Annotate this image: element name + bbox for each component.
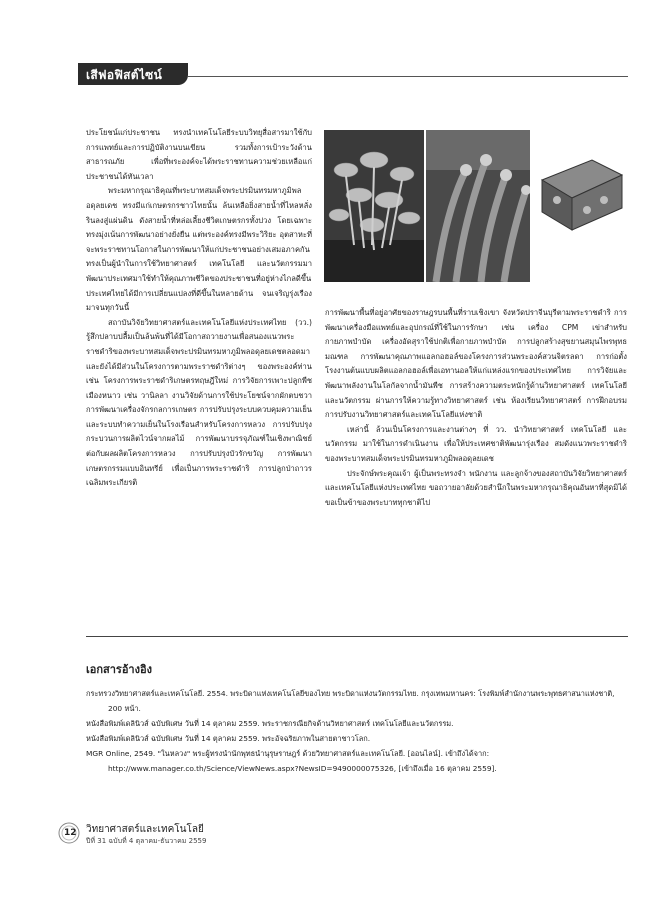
section-header-label: เสีฟอฟิสต์ไซน์ xyxy=(86,68,163,82)
references-title: เอกสารอ้างอิง xyxy=(86,663,152,676)
references-list xyxy=(86,686,628,776)
mushroom-cluster-photo xyxy=(324,130,424,282)
paragraph: พระมหากรุณาธิคุณที่พระบาทสมเด็จพระปรมินทรมหาภูมิพลอดุลยเดช ทรงมีแก่เกษตรกรชาวไทยนั้น ล้นเหลือยิ่งสายน้ำที่ไหลหลั่งรินลงสู่แผ่นดิน ดังสายน้ำที่หล่อเลี้ยงชีวิตเกษตรกรทั้งปวง โดยเฉพาะทรงมุ่งเน้นการพัฒนาอย่างยั่งยืน แต่พระองค์ทรงมีพระวิริยะ อุตสาหะที่จะพระราชทานโอกาสในการพัฒนาให้แก่ประชาชนอย่างเสมอภาคกัน ทรงเป็นผู้นำในการใช้วิทยาศาสตร์ เทคโนโลยี และนวัตกรรมมาพัฒนาประเทศมาใช้ทำให้คุณภาพชีวิตของประชาชนที่อยู่ห่างไกลดีขึ้น ประเทศไทยได้มีการเปลี่ยนแปลงที่ดีขึ้นในหลายด้าน จนเจริญรุ่งเรืองมาจนทุกวันนี้ xyxy=(86,186,312,313)
mushroom-box-photo xyxy=(532,130,628,282)
paragraph: สถาบันวิจัยวิทยาศาสตร์และเทคโนโลยีแห่งประเทศไทย (วว.) รู้สึกปลาบปลื้มเป็นล้นพ้นที่ได้มีโอกาสถวายงานเพื่อสนองแนวพระราชดำริของพระบาทสมเด็จพระปรมินทรมหาภูมิพลอดุลยเดชตลอดมา และยังได้มีส่วนในโครงการตามพระราชดำริต่างๆ ของพระองค์ท่าน เช่น โครงการพระราชดำริเกษตรทฤษฎีใหม่ การวิจัยการเพาะปลูกพืชเมืองหนาว เช่น วานิลลา งานวิจัยด้านการใช้ประโยชน์จากผักตบชวา การพัฒนาเครื่องจักรกลการเกษตร การปรับปรุงระบบควบคุมความเย็นและระบบทำความเย็นในโรงเรือนสำหรับโครงการหลวง การปรับปรุงกระบวนการผลิตไวน์จากผลไม้ การพัฒนาบรรจุภัณฑ์ในเชิงพาณิชย์ต่อกับผลผลิตโครงการหลวง การปรับปรุงบัวรักขวัญ การพัฒนาเกษตรกรรมแบบอินทรีย์ เพื่อเป็นการพระราชดำริ การปลูกป่าถาวรเฉลิมพระเกียรติ xyxy=(86,317,312,488)
references-divider xyxy=(86,636,628,637)
reference-item: หนังสือพิมพ์เดลินิวส์ ฉบับพิเศษ วันที่ 14 ตุลาคม 2559. พระอัจฉริยภาพในสายตาชาวโลก. xyxy=(86,734,371,743)
page-number: 12 xyxy=(64,828,77,838)
reference-item: MGR Online, 2549. "ในหลวง" พระผู้ทรงนำนักพุทธนำนุรุษราษฎร์ ด้วยวิทยาศาสตร์และเทคโนโลยี. [ออนไลน์]. เข้าถึงได้จาก: http://www.manager.co.th/Science/ViewNews.aspx?NewsID=9490000075326, [เข้าถึงเมื่อ 16 ตุลาคม 2559]. xyxy=(86,749,497,773)
paragraph: ประโยชน์แก่ประชาชน ทรงนำเทคโนโลยีระบบวิทยุสื่อสารมาใช้กับการแพทย์และการปฏิบัติงานบนเขียน รวมทั้งการเป้าระวังด้านสาธารณภัย เพื่อที่พระองค์จะได้พระราชทานความช่วยเหลือแก่ประชาชนได้ทันเวลา xyxy=(86,128,312,181)
magazine-title: วิทยาศาสตร์และเทคโนโลยี xyxy=(86,824,204,835)
paragraph: การพัฒนาพื้นที่อยู่อาศัยของราษฎรบนพื้นที่ราบเชิงเขา จังหวัดปราจีนบุรีตามพระราชดำริ การพัฒนาเครื่องมือแพทย์และอุปกรณ์ที่ใช้ในการรักษา เช่น เครื่อง CPM เข่าสำหรับกายภาพบำบัด เครื่องอัดสุราใช้ปกติเพื่อกายภาพบำบัด การปลูกสร้างสุขยานสมุนไพรพุทธมณฑล การพัฒนาคุณภาพแอลกอฮอล์ของโครงการส่วนพระองค์สวนจิตรลดา การก่อตั้งโรงงานต้นแบบผลิตแอลกอฮอล์เพื่อเอทานอลให้แก่แหล่งแรกของประเทศไทย การวิจัยและพัฒนาพลังงานในโลกัลจากน้ำมันพืช การสร้างความตระหนักรู้ด้านวิทยาศาสตร์ เทคโนโลยีและนวัตกรรม ผ่านการให้ความรู้ทางวิทยาศาสตร์ เช่น ห้องเรียนวิทยาศาสตร์ การฝึกอบรมการปรับงานวิทยาศาสตร์และเทคโนโลยีแห่งชาติ xyxy=(325,308,627,420)
mushroom-logs-photo xyxy=(426,130,530,282)
reference-item: กระทรวงวิทยาศาสตร์และเทคโนโลยี. 2554. พระบิดาแห่งเทคโนโลยีของไทย พระบิดาแห่งนวัตกรรมไทย. กรุงเทพมหานคร: โรงพิมพ์สำนักงานพระพุทธศาสนาแห่งชาติ, 200 หน้า. xyxy=(86,689,615,713)
right-text-column xyxy=(325,306,627,510)
left-text-column xyxy=(86,126,312,491)
paragraph: ประจักษ์พระคุณเจ้า ผู้เป็นพระทรงจำ พนักงาน และลูกจ้างของสถาบันวิจัยวิทยาศาสตร์และเทคโนโลยีแห่งประเทศไทย ขอถวายอาลัยด้วยสำนึกในพระมหากรุณาธิคุณอันหาที่สุดมิได้ ขอเป็นข้าของพระบาททุกชาติไป xyxy=(325,468,627,507)
issue-info: ปีที่ 31 ฉบับที่ 4 ตุลาคม-ธันวาคม 2559 xyxy=(86,837,207,845)
paragraph: เหล่านี้ ล้วนเป็นโครงการและงานต่างๆ ที่ วว. นำวิทยาศาสตร์ เทคโนโลยี และนวัตกรรม มาใช้ในการดำเนินงาน เพื่อให้ประเทศชาติพัฒนารุ่งเรือง สมดังแนวพระราชดำริของพระบาทสมเด็จพระปรมินทรมหาภูมิพลอดุลยเดช xyxy=(325,424,627,463)
header-rule xyxy=(188,76,628,77)
reference-item: หนังสือพิมพ์เดลินิวส์ ฉบับพิเศษ วันที่ 14 ตุลาคม 2559. พระราชกรณียกิจด้านวิทยาศาสตร์ เทคโนโลยีและนวัตกรรม. xyxy=(86,719,454,728)
